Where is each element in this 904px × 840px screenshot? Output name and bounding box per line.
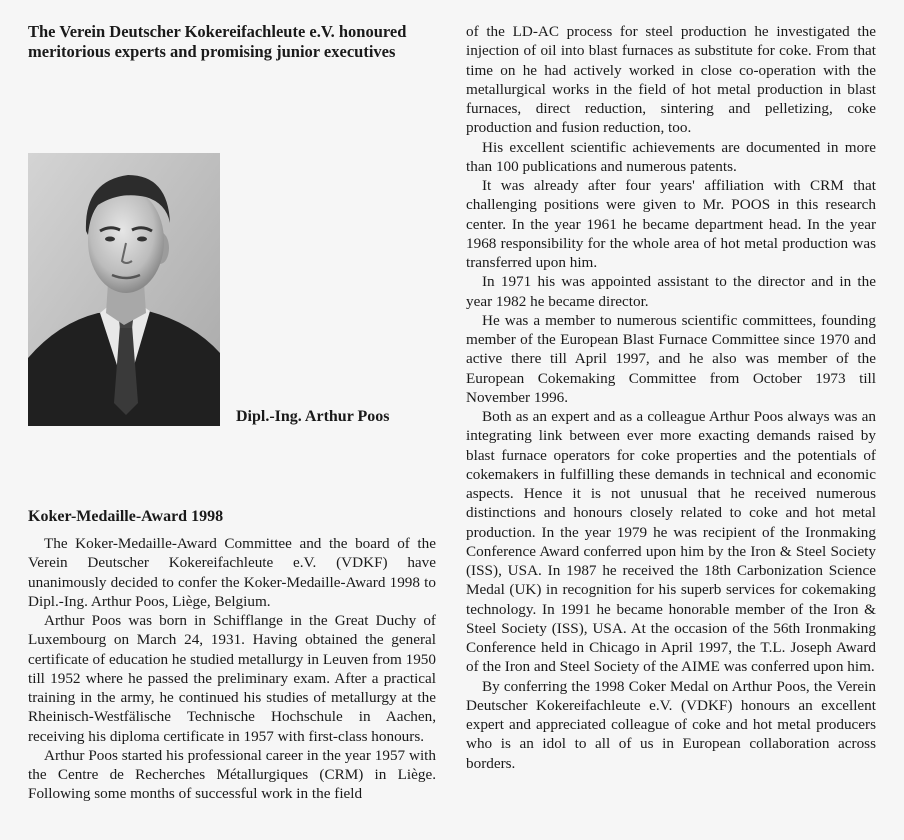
- paragraph: He was a member to numerous scientific committees, founding member of the European Blast Furnace Committee since 1970 and active there till April 1997, and he also was member of the European Cokemaking Committee from October 1973 till November 1996.: [466, 311, 876, 406]
- photo-caption: Dipl.-Ing. Arthur Poos: [236, 408, 390, 425]
- paragraph: His excellent scientific achievements are documented in more than 100 publications and numerous patents.: [466, 138, 876, 175]
- portrait-photo: [28, 153, 220, 426]
- paragraph: Arthur Poos was born in Schifflange in the Great Duchy of Luxembourg on March 24, 1931. Having obtained the general certificate of education he studied metallurgy in Leuven from 1950 till 1952 where he passed the preliminary exam. After a practical training in the army, he continued his studies of metallurgy at the Rheinisch-Westfälische Technische Hochschule in Aachen, receiving his diploma certificate in 1957 with first-class honours.: [28, 612, 436, 745]
- paragraph: Both as an expert and as a colleague Arthur Poos always was an integrating link between ever more exacting demands raised by blast furnace operators for coke properties and the potentials of cokemakers in fulfilling these demands in technical and economic aspects. Hence it is not unusual that he received numerous distinctions and honours closely related to coke and hot metal production. In the year 1979 he was recipient of the Ironmaking Conference Award conferred upon him by the Iron & Steel Society (ISS), USA. In 1987 he received the 18th Carbonization Science Medal (UK) in recognition for his superb services for cokemaking technology. In 1991 he became honorable member of the Iron & Steel Society (ISS), USA. At the occasion of the 56th Ironmaking Conference held in Chicago in April 1997, the T.L. Joseph Award of the Iron and Steel Society of the AIME was conferred upon him.: [466, 408, 876, 676]
- article-title: The Verein Deutscher Kokereifachleute e.V. honoured meritorious experts and promising junior executives: [28, 22, 407, 61]
- paragraph: By conferring the 1998 Coker Medal on Arthur Poos, the Verein Deutscher Kokereifachleute e.V. (VDKF) honours an excellent expert and appreciated colleague of coke and hot metal producers who is an idol to all of us in European collaboration across borders.: [466, 677, 876, 772]
- paragraph: It was already after four years' affiliation with CRM that challenging positions were given to Mr. POOS in this research center. In the year 1961 he became department head. In the year 1968 responsibility for the whole area of hot metal production was transferred upon him.: [466, 177, 876, 271]
- award-subheading: Koker-Medaille-Award 1998: [28, 508, 224, 526]
- right-body-text: [466, 22, 876, 773]
- left-body-text: [28, 534, 436, 804]
- paragraph-continued: of the LD-AC process for steel production he investigated the injection of oil into blast furnaces as substitute for coke. From that time on he had actively worked in close co-operation with the metallurgical works in the field of hot metal production in blast furnaces, direct reduction, sintering and pelletizing, coke production and fusion reduction, too.: [466, 23, 876, 137]
- paragraph: In 1971 his was appointed assistant to the director and in the year 1982 he became director.: [466, 273, 876, 310]
- portrait-illustration: [28, 153, 220, 426]
- paragraph: Arthur Poos started his professional career in the year 1957 with the Centre de Recherches Métallurgiques (CRM) in Liège. Following some months of successful work in the field: [28, 746, 436, 803]
- paragraph: The Koker-Medaille-Award Committee and the board of the Verein Deutscher Kokereifachleute e.V. (VDKF) have unanimously decided to confer the Koker-Medaille-Award 1998 to Dipl.-Ing. Arthur Poos, Liège, Belgium.: [28, 535, 436, 610]
